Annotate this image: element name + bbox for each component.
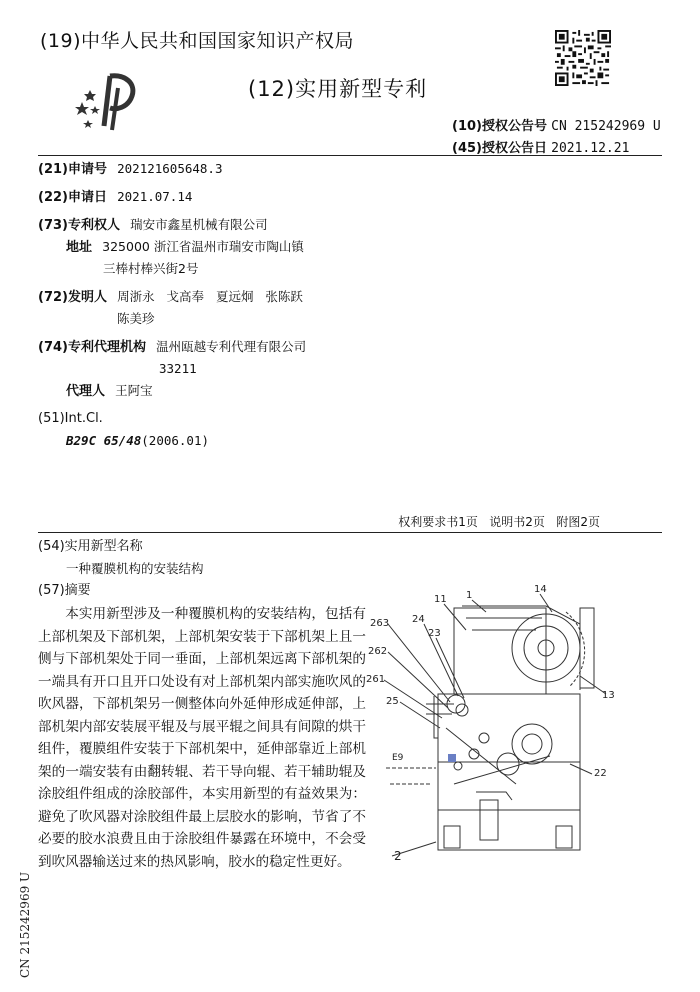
patent-kind-title: (12)实用新型专利 — [248, 77, 428, 101]
agency-label: (74)专利代理机构 — [38, 340, 146, 355]
address-label: 地址 — [66, 240, 93, 255]
figure-label-262: 262 — [368, 646, 388, 657]
figure-label-13: 13 — [602, 690, 615, 701]
grant-date-label: (45)授权公告日 — [452, 141, 547, 156]
agency-code: 33211 — [159, 361, 197, 376]
application-date-label: (22)申请日 — [38, 190, 107, 205]
title-label: (54)实用新型名称 — [38, 539, 143, 554]
agency: 温州瓯越专利代理有限公司 — [156, 339, 307, 354]
qr-code — [555, 30, 611, 86]
patentee: 瑞安市鑫星机械有限公司 — [130, 217, 268, 232]
agent: 王阿宝 — [115, 383, 153, 398]
figure-label-e9: E9 — [392, 753, 404, 763]
biblio-divider — [38, 532, 662, 533]
office-emblem-icon — [70, 68, 158, 132]
abstract-paragraph: 本实用新型涉及一种覆膜机构的安装结构，包括有上部机架及下部机架，上部机架安装于下部机架上且一侧与下部机架处于同一垂面，上部机架远离下部机架的一端具有开口且开口处设有对上部机架内部实施吹风的吹风器，下部机架另一侧整体向外延伸形成延伸部，上部机架内部安装展平辊及与展平辊之间具有间隙的烘干组件，覆膜组件安装于下部机架中，延伸部靠近上部机架的一端安装有由翻转辊、若干导向辊、若干辅助辊及涂胶组件组成的涂胶部件，本实用新型的有益效果为：避免了吹风器对涂胶组件最上层胶水的影响，节省了不必要的胶水浪费且由于涂胶组件暴露在环境中，不会受到吹风器输送过来的热风影响，胶水的稳定性更好。 — [38, 606, 366, 870]
figure-label-261: 261 — [366, 674, 386, 685]
grant-number-label: (10)授权公告号 — [452, 119, 547, 134]
figure-label-23: 23 — [428, 628, 441, 639]
application-date: 2021.07.14 — [117, 189, 193, 204]
application-number-row — [38, 160, 222, 178]
figure-label-25: 25 — [386, 696, 399, 707]
inventors-row — [38, 288, 303, 306]
agent-row — [66, 382, 153, 400]
grant-number-row — [452, 115, 661, 134]
patentee-row — [38, 216, 268, 234]
patentee-label: (73)专利权人 — [38, 218, 120, 233]
figure-label-22: 22 — [594, 768, 607, 779]
figure-label-2: 2 — [394, 849, 402, 863]
inventors-label: (72)发明人 — [38, 290, 107, 305]
application-number-label: (21)申请号 — [38, 162, 107, 177]
header-divider — [38, 155, 662, 156]
intcl-code: B29C 65/48 — [66, 433, 142, 448]
grant-number: CN 215242969 U — [551, 119, 661, 134]
inventors-line-2: 陈美珍 — [117, 311, 155, 326]
figure-label-14: 14 — [534, 584, 547, 595]
address-row — [66, 238, 304, 256]
side-publication-number — [12, 872, 36, 982]
grant-date: 2021.12.21 — [551, 141, 630, 156]
application-number: 202121605648.3 — [117, 161, 223, 176]
address-line-1: 325000 浙江省温州市瑞安市陶山镇 — [102, 239, 304, 254]
intcl-label: (51)Int.Cl. — [38, 411, 103, 426]
application-date-row — [38, 188, 192, 206]
abstract-text — [38, 603, 366, 873]
utility-model-title: 一种覆膜机构的安装结构 — [66, 561, 204, 576]
inventors-line-1: 周浙永 戈高奉 夏远炯 张陈跃 — [117, 289, 303, 304]
agency-row — [38, 338, 306, 356]
address-line-2: 三棒村棒兴街2号 — [103, 261, 199, 276]
figure-label-24: 24 — [412, 614, 425, 625]
representative-drawing — [366, 578, 618, 874]
figure-label-11: 11 — [434, 594, 447, 605]
side-publication-number-text: CN 215242969 U — [18, 872, 32, 978]
grant-date-row — [452, 137, 629, 156]
agent-label: 代理人 — [66, 384, 106, 399]
abstract-label: (57)摘要 — [38, 583, 91, 598]
intcl-row — [66, 432, 209, 450]
figure-label-263: 263 — [370, 618, 390, 629]
page-counts: 权利要求书1页 说明书2页 附图2页 — [398, 515, 600, 529]
figure-label-1: 1 — [466, 590, 473, 601]
intcl-year: (2006.01) — [141, 433, 209, 448]
office-name: (19)中华人民共和国国家知识产权局 — [40, 30, 355, 52]
